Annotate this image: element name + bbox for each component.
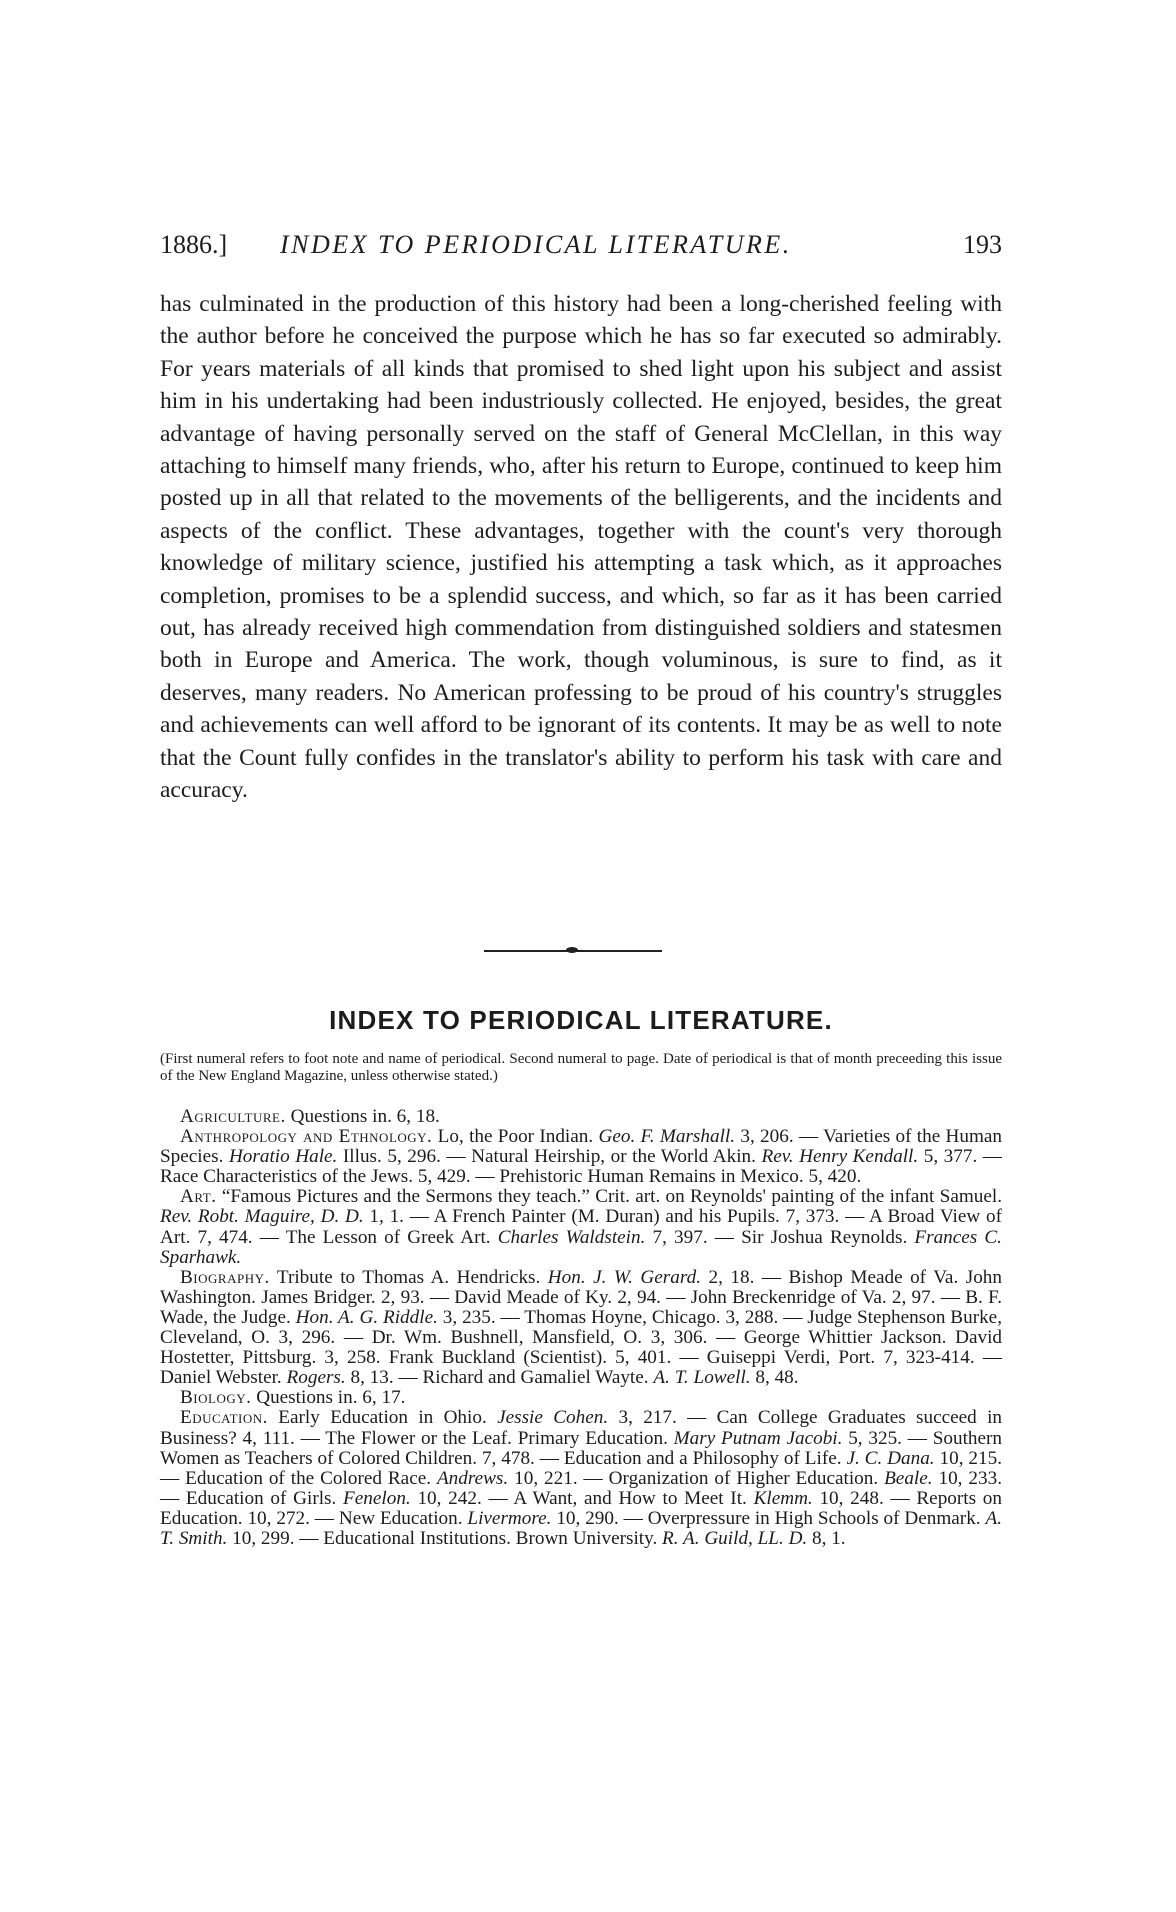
section-divider <box>484 949 662 952</box>
index-text: 3, 206. — Varieties of the Human Species. <box>160 1126 1003 1168</box>
index-topic: Agriculture. <box>180 1106 286 1127</box>
index-author: Klemm. <box>753 1487 813 1509</box>
index-text: 3, 235. — Thomas Hoyne, Chicago. 3, 288. — Judge Stephenson Burke, Cleveland, O. 3, 296. — Dr. Wm. Bushnell, Mansfield, O. 3, 306. — George Whittier Jackson. David Hostetter, Pittsburg. 3, 258. Frank Buckland (Scientist). 5, 401. — Guiseppi Verdi, Port. 7, 323-414. — Daniel Webster. <box>160 1306 1002 1389</box>
index-author: Mary Putnam Jacobi. <box>673 1427 843 1449</box>
index-text: 5, 377. — Race Characteristics of the Jews. 5, 429. — Prehistoric Human Remains in Mexico. 5, 420. <box>160 1146 1002 1188</box>
review-paragraph <box>160 288 1002 807</box>
index-text: 8, 1. <box>807 1527 846 1549</box>
index-author: R. A. Guild, LL. D. <box>662 1527 808 1549</box>
index-author: Frances C. Sparhawk. <box>160 1226 1002 1268</box>
index-topic: Biology. <box>180 1387 252 1409</box>
index-author: A. T. Smith. <box>160 1507 1002 1549</box>
running-head-title: INDEX TO PERIODICAL LITERATURE. <box>280 230 792 259</box>
index-entry <box>160 1107 1002 1127</box>
index-topic: Education. <box>180 1407 268 1429</box>
index-author: Hon. J. W. Gerard. <box>547 1266 702 1288</box>
index-author: Beale. <box>884 1467 933 1489</box>
index-text: Lo, the Poor Indian. <box>432 1126 599 1148</box>
index-author: Andrews. <box>436 1467 509 1489</box>
index-entry <box>160 1388 1002 1408</box>
index-text: 5, 325. — Southern Women as Teachers of Colored Children. 7, 478. — Education and a Philosophy of Life. <box>160 1427 1002 1469</box>
index-author: Hon. A. G. Riddle. <box>295 1306 438 1328</box>
index-heading: INDEX TO PERIODICAL LITERATURE. <box>329 1005 833 1035</box>
index-author: Horatio Hale. <box>228 1146 338 1168</box>
index-note: (First numeral refers to foot note and name of periodical. Second numeral to page. Date of periodical is that of month preceeding this issue of the New England Magazine, unless otherwise stated.) <box>160 1051 1002 1084</box>
index-entries <box>160 1107 1002 1549</box>
index-text: 10, 221. — Organization of Higher Education. <box>508 1467 885 1489</box>
index-text: 7, 397. — Sir Joshua Reynolds. <box>645 1226 915 1248</box>
index-entry <box>160 1187 1002 1267</box>
index-author: Fenelon. <box>343 1487 411 1509</box>
index-topic: Art. <box>180 1186 217 1208</box>
divider-ornament <box>566 947 578 953</box>
index-text: 8, 48. <box>750 1367 799 1389</box>
index-author: Jessie Cohen. <box>497 1407 609 1429</box>
index-topic: Biography. <box>180 1266 270 1288</box>
index-text: Questions in. 6, 18. <box>285 1106 440 1127</box>
index-entry <box>160 1127 1002 1187</box>
index-entry <box>160 1408 1002 1549</box>
index-text: 10, 299. — Educational Institutions. Brown University. <box>227 1527 663 1549</box>
index-text: Early Education in Ohio. <box>267 1407 498 1429</box>
index-author: Rev. Henry Kendall. <box>761 1146 919 1168</box>
index-entry <box>160 1268 1002 1389</box>
index-author: Charles Waldstein. <box>497 1226 646 1248</box>
index-text: 10, 248. — Reports on Education. 10, 272. — New Education. <box>160 1487 1002 1529</box>
index-text: 10, 233. — Education of Girls. <box>160 1467 1002 1509</box>
index-text: Tribute to Thomas A. Hendricks. <box>269 1266 548 1288</box>
index-text: 10, 242. — A Want, and How to Meet It. <box>410 1487 754 1509</box>
page-number: 193 <box>963 230 1002 259</box>
index-author: Livermore. <box>467 1507 552 1529</box>
running-head <box>160 230 1002 270</box>
index-author: A. T. Lowell. <box>653 1367 751 1389</box>
index-text: 10, 215. — Education of the Colored Race. <box>160 1447 1002 1489</box>
index-text: 8, 13. — Richard and Gamaliel Wayte. <box>345 1367 654 1389</box>
index-author: Rogers. <box>286 1367 346 1389</box>
index-text: Questions in. 6, 17. <box>251 1387 406 1409</box>
index-text: 1, 1. — A French Painter (M. Duran) and his Pupils. 7, 373. — A Broad View of Art. 7, 474. — The Lesson of Greek Art. <box>160 1206 1002 1248</box>
index-text: 10, 290. — Overpressure in High Schools of Denmark. <box>551 1507 986 1529</box>
index-text: Illus. 5, 296. — Natural Heirship, or the World Akin. <box>337 1146 762 1168</box>
index-text: “Famous Pictures and the Sermons they teach.” Crit. art. on Reynolds' painting of the infant Samuel. <box>216 1186 1002 1208</box>
running-head-year: 1886.] <box>160 230 228 259</box>
index-text: 2, 18. — Bishop Meade of Va. John Washington. James Bridger. 2, 93. — David Meade of Ky. 2, 94. — John Breckenridge of Va. 2, 97. — B. F. Wade, the Judge. <box>160 1266 1002 1328</box>
index-author: Geo. F. Marshall. <box>598 1126 736 1148</box>
index-author: Rev. Robt. Maguire, D. D. <box>160 1206 364 1228</box>
index-author: J. C. Dana. <box>846 1447 935 1469</box>
index-text: 3, 217. — Can College Graduates succeed in Business? 4, 111. — The Flower or the Leaf. Primary Education. <box>160 1407 1002 1449</box>
index-topic: Anthropology and Ethnology. <box>180 1126 433 1148</box>
paragraph-text: has culminated in the production of this history had been a long-cherished feeling with the author before he conceived the purpose which he has so far executed so admirably. For years materials of all kinds that promised to shed light upon his subject and assist him in his undertaking had been industriously collected. He enjoyed, besides, the great advantage of having personally served on the staff of General McClellan, in this way attaching to himself many friends, who, after his return to Europe, continued to keep him posted up in all that related to the movements of the belligerents, and the incidents and aspects of the conflict. These advantages, together with the count's very thorough knowledge of military science, justified his attempting a task which, as it approaches completion, promises to be a splendid success, and which, so far as it has been carried out, has already received high commendation from distinguished soldiers and statesmen both in Europe and America. The work, though voluminous, is sure to find, as it deserves, many readers. No American professing to be proud of his country's struggles and achievements can well afford to be ignorant of its contents. It may be as well to note that the Count fully confides in the translator's ability to perform his task with care and accuracy. <box>160 291 1002 804</box>
